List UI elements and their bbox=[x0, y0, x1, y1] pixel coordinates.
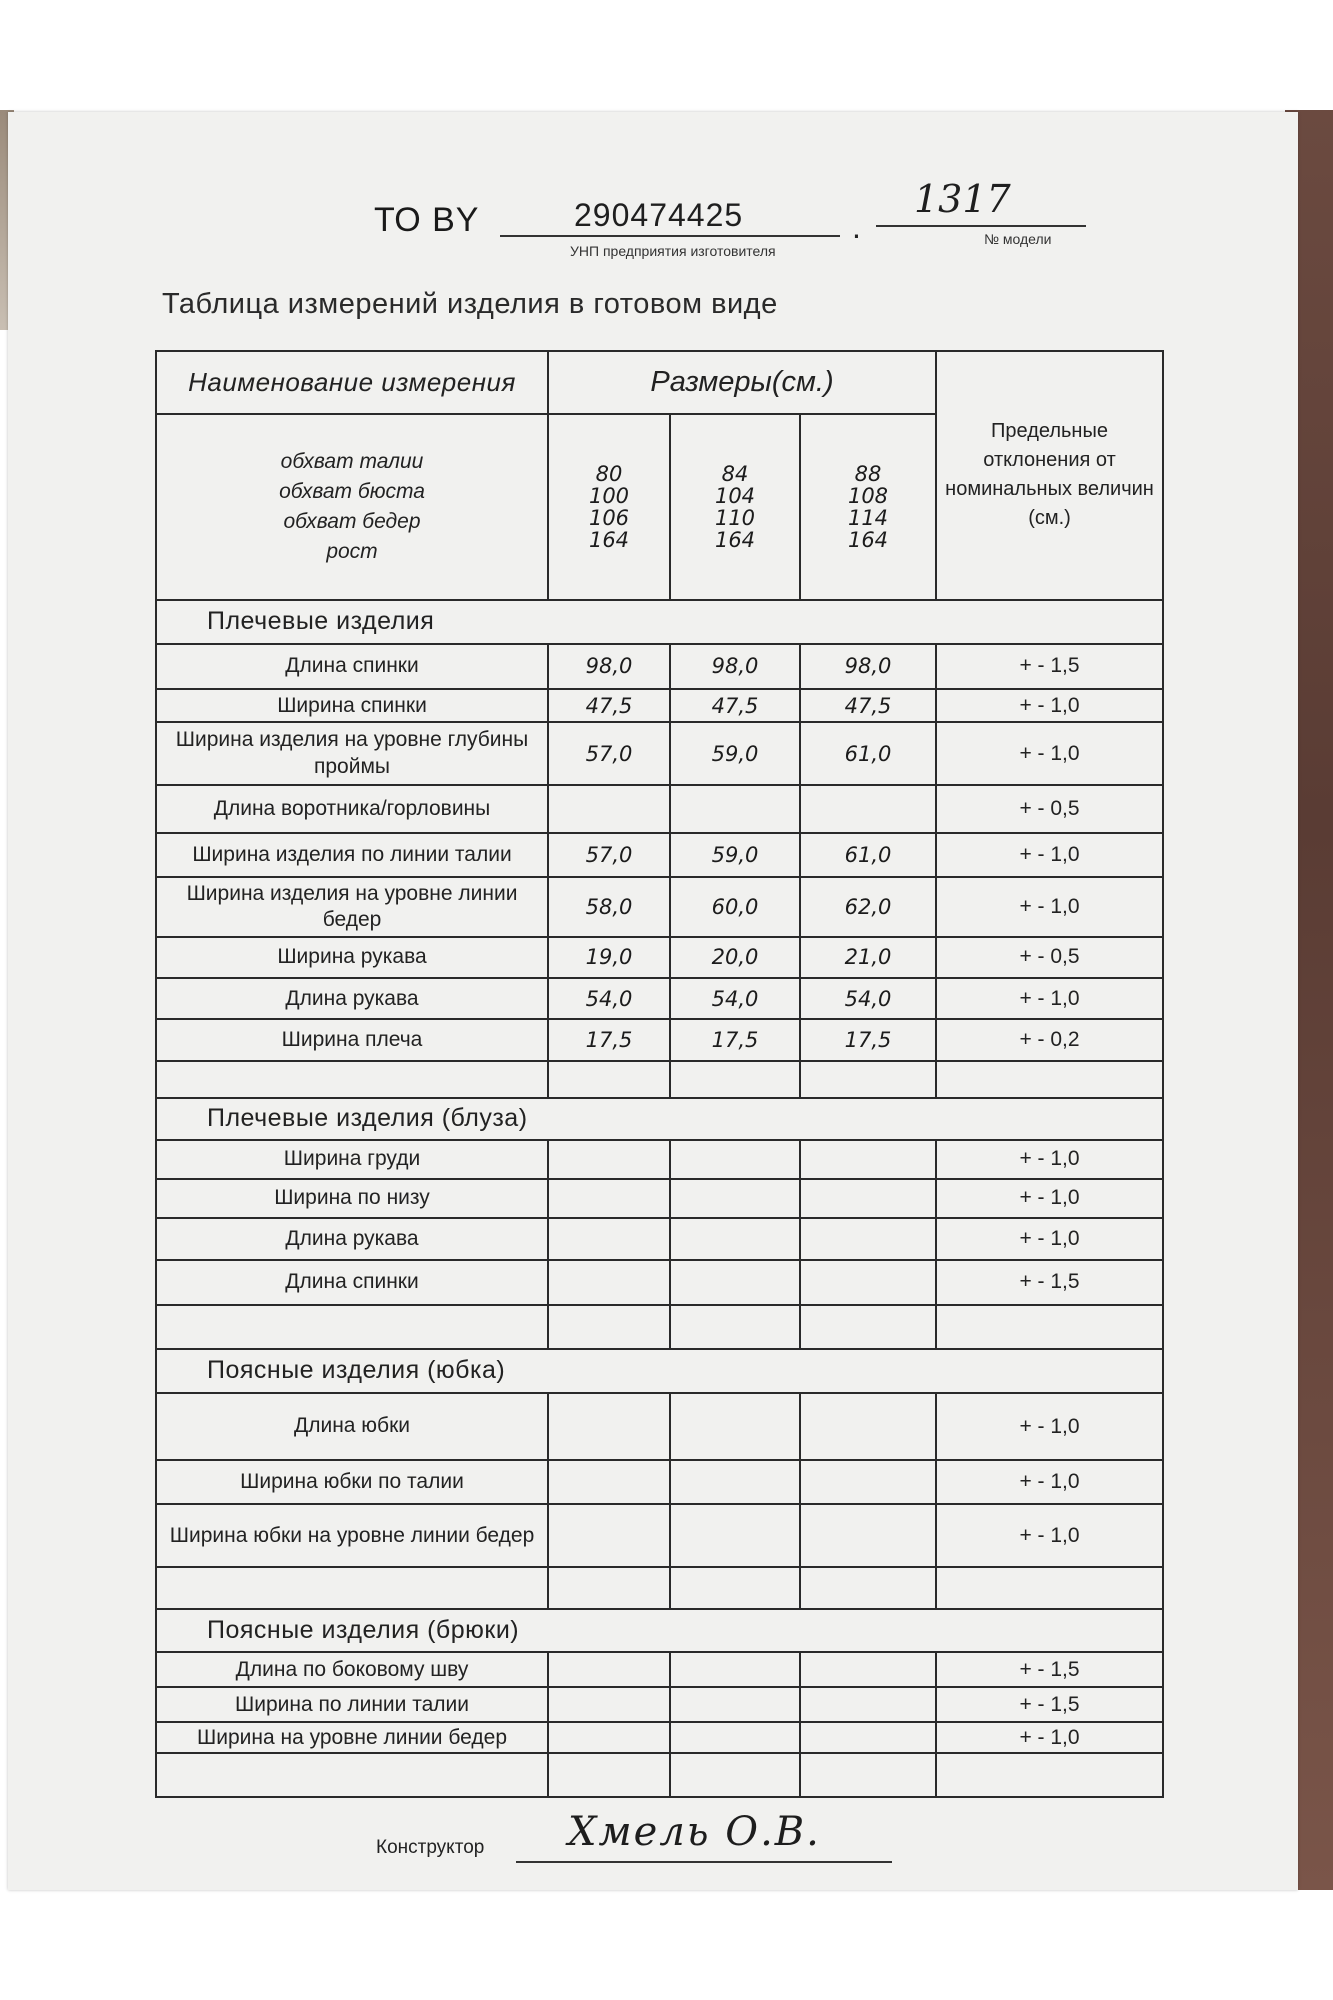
girth-labels-cell bbox=[156, 414, 548, 600]
measurement-value bbox=[670, 1567, 800, 1608]
table-row bbox=[156, 1652, 1163, 1687]
constructor-label: Конструктор bbox=[376, 1837, 485, 1858]
deviation-value bbox=[936, 1753, 1163, 1797]
model-number: 1317 bbox=[914, 177, 1011, 221]
model-underline bbox=[876, 225, 1086, 227]
measurement-value bbox=[670, 1179, 800, 1218]
table-row bbox=[156, 1019, 1163, 1060]
measurement-name bbox=[156, 1753, 548, 1797]
unp-underline bbox=[500, 235, 840, 237]
girth-label: обхват бедер bbox=[283, 510, 421, 534]
measurement-value: 57,0 bbox=[548, 722, 670, 785]
table-row bbox=[156, 1218, 1163, 1259]
section-header-row bbox=[156, 600, 1163, 644]
measurement-value bbox=[670, 1305, 800, 1349]
measurement-value bbox=[548, 1687, 670, 1722]
table-row bbox=[156, 722, 1163, 785]
measurement-value bbox=[670, 1061, 800, 1098]
girth-label: обхват талии bbox=[280, 450, 424, 474]
girth-label: обхват бюста bbox=[279, 480, 425, 504]
document-header bbox=[374, 177, 1094, 275]
deviation-value: + - 0,5 bbox=[936, 937, 1163, 978]
measurement-value: 54,0 bbox=[800, 978, 936, 1019]
measurement-value bbox=[800, 1687, 936, 1722]
measurement-value bbox=[548, 1753, 670, 1797]
deviation-value: + - 1,0 bbox=[936, 1460, 1163, 1504]
deviation-value bbox=[936, 1061, 1163, 1098]
measurement-name: Длина рукава bbox=[156, 1218, 548, 1259]
unp-value: 290474425 bbox=[574, 197, 744, 233]
table-row bbox=[156, 689, 1163, 722]
measurement-value bbox=[670, 1504, 800, 1567]
size-column-2 bbox=[670, 414, 800, 600]
measurement-value bbox=[800, 1393, 936, 1461]
measurement-value bbox=[800, 1305, 936, 1349]
table-row bbox=[156, 1393, 1163, 1461]
measurement-name: Ширина рукава bbox=[156, 937, 548, 978]
column-header-deviation: Предельные отклонения от номинальных величин (см.) bbox=[936, 351, 1163, 600]
size-value: 108 bbox=[847, 484, 889, 509]
measurement-value bbox=[800, 785, 936, 833]
measurement-value: 17,5 bbox=[670, 1019, 800, 1060]
measurement-value: 54,0 bbox=[670, 978, 800, 1019]
measurement-value: 61,0 bbox=[800, 722, 936, 785]
table-row bbox=[156, 1567, 1163, 1608]
section-title: Поясные изделия (брюки) bbox=[156, 1609, 1163, 1653]
measurement-value bbox=[800, 1140, 936, 1179]
measurement-name: Ширина по линии талии bbox=[156, 1687, 548, 1722]
measurement-value: 58,0 bbox=[548, 877, 670, 936]
table-row bbox=[156, 877, 1163, 936]
header-separator: . bbox=[852, 209, 861, 245]
measurement-value bbox=[548, 785, 670, 833]
size-value: 164 bbox=[847, 528, 889, 553]
measurement-value: 62,0 bbox=[800, 877, 936, 936]
table-row bbox=[156, 1753, 1163, 1797]
column-header-sizes: Размеры(см.) bbox=[548, 351, 936, 414]
deviation-value: + - 1,0 bbox=[936, 1140, 1163, 1179]
measurement-value: 47,5 bbox=[548, 689, 670, 722]
deviation-value: + - 1,0 bbox=[936, 1504, 1163, 1567]
measurement-value bbox=[548, 1218, 670, 1259]
size-value: 110 bbox=[714, 506, 756, 531]
deviation-value: + - 1,5 bbox=[936, 1652, 1163, 1687]
measurement-value: 21,0 bbox=[800, 937, 936, 978]
table-row bbox=[156, 1460, 1163, 1504]
size-value: 114 bbox=[847, 506, 889, 531]
measurement-value bbox=[670, 1140, 800, 1179]
measurement-value: 61,0 bbox=[800, 833, 936, 877]
measurement-name: Ширина груди bbox=[156, 1140, 548, 1179]
measurement-value bbox=[800, 1179, 936, 1218]
size-column-1 bbox=[548, 414, 670, 600]
table-header-row bbox=[156, 351, 1163, 414]
measurement-name: Ширина спинки bbox=[156, 689, 548, 722]
measurement-value bbox=[800, 1722, 936, 1753]
deviation-value: + - 1,0 bbox=[936, 1393, 1163, 1461]
measurement-name: Длина рукава bbox=[156, 978, 548, 1019]
section-title: Поясные изделия (юбка) bbox=[156, 1349, 1163, 1393]
section-header-row bbox=[156, 1609, 1163, 1653]
deviation-value: + - 0,5 bbox=[936, 785, 1163, 833]
measurement-value bbox=[670, 1460, 800, 1504]
measurement-value: 59,0 bbox=[670, 833, 800, 877]
size-value: 80 bbox=[595, 461, 623, 486]
measurement-value: 98,0 bbox=[548, 644, 670, 690]
measurements-table bbox=[155, 350, 1164, 1798]
measurement-name: Длина спинки bbox=[156, 644, 548, 690]
measurement-value bbox=[670, 1652, 800, 1687]
measurement-value bbox=[800, 1460, 936, 1504]
table-row bbox=[156, 937, 1163, 978]
signature-line bbox=[516, 1861, 892, 1863]
constructor-signature: Хмель О.В. bbox=[568, 1809, 821, 1855]
table-row bbox=[156, 833, 1163, 877]
measurement-name: Ширина изделия по линии талии bbox=[156, 833, 548, 877]
table-row bbox=[156, 644, 1163, 690]
to-by-label: ТО BY bbox=[374, 201, 480, 239]
measurement-name: Длина спинки bbox=[156, 1260, 548, 1306]
measurement-value: 17,5 bbox=[800, 1019, 936, 1060]
size-column-3 bbox=[800, 414, 936, 600]
measurement-value: 54,0 bbox=[548, 978, 670, 1019]
measurement-value bbox=[548, 1567, 670, 1608]
table-row bbox=[156, 1061, 1163, 1098]
measurement-value: 17,5 bbox=[548, 1019, 670, 1060]
size-value: 88 bbox=[854, 461, 882, 486]
measurement-value bbox=[670, 1753, 800, 1797]
measurement-value bbox=[800, 1218, 936, 1259]
measurement-value bbox=[548, 1061, 670, 1098]
deviation-value: + - 1,0 bbox=[936, 722, 1163, 785]
measurement-value bbox=[548, 1393, 670, 1461]
measurement-value bbox=[670, 1687, 800, 1722]
measurement-value bbox=[548, 1460, 670, 1504]
deviation-value: + - 1,5 bbox=[936, 644, 1163, 690]
measurement-value bbox=[670, 1722, 800, 1753]
measurement-name bbox=[156, 1061, 548, 1098]
deviation-value: + - 1,0 bbox=[936, 833, 1163, 877]
measurement-value: 47,5 bbox=[800, 689, 936, 722]
measurement-name bbox=[156, 1305, 548, 1349]
measurement-value: 98,0 bbox=[670, 644, 800, 690]
measurement-value: 57,0 bbox=[548, 833, 670, 877]
table-row bbox=[156, 1504, 1163, 1567]
table-row bbox=[156, 785, 1163, 833]
measurement-name: Ширина изделия на уровне глубины проймы bbox=[156, 722, 548, 785]
measurement-value: 47,5 bbox=[670, 689, 800, 722]
deviation-value: + - 0,2 bbox=[936, 1019, 1163, 1060]
measurement-value: 19,0 bbox=[548, 937, 670, 978]
section-header-row bbox=[156, 1098, 1163, 1139]
measurement-name: Ширина изделия на уровне линии бедер bbox=[156, 877, 548, 936]
column-header-name: Наименование измерения bbox=[156, 351, 548, 414]
measurement-value bbox=[670, 785, 800, 833]
size-value: 164 bbox=[714, 528, 756, 553]
measurement-value bbox=[670, 1393, 800, 1461]
table-row bbox=[156, 978, 1163, 1019]
section-title: Плечевые изделия (блуза) bbox=[156, 1098, 1163, 1139]
measurement-name: Ширина юбки по талии bbox=[156, 1460, 548, 1504]
measurement-name: Ширина юбки на уровне линии бедер bbox=[156, 1504, 548, 1567]
measurement-value bbox=[800, 1061, 936, 1098]
document-title: Таблица измерений изделия в готовом виде bbox=[162, 288, 778, 320]
table-row bbox=[156, 1260, 1163, 1306]
footer bbox=[376, 1809, 896, 1875]
section-header-row bbox=[156, 1349, 1163, 1393]
measurement-value bbox=[670, 1260, 800, 1306]
measurement-value bbox=[548, 1722, 670, 1753]
measurement-value bbox=[800, 1260, 936, 1306]
deviation-value bbox=[936, 1567, 1163, 1608]
measurement-value: 60,0 bbox=[670, 877, 800, 936]
measurement-name: Длина юбки bbox=[156, 1393, 548, 1461]
size-value: 106 bbox=[588, 506, 630, 531]
size-value: 84 bbox=[721, 461, 749, 486]
table-row bbox=[156, 1687, 1163, 1722]
section-title: Плечевые изделия bbox=[156, 600, 1163, 644]
measurement-value bbox=[670, 1218, 800, 1259]
deviation-value: + - 1,0 bbox=[936, 1179, 1163, 1218]
unp-caption: УНП предприятия изготовителя bbox=[570, 243, 776, 259]
table-row bbox=[156, 1140, 1163, 1179]
table-row bbox=[156, 1722, 1163, 1753]
size-value: 104 bbox=[714, 484, 756, 509]
measurement-value bbox=[548, 1652, 670, 1687]
size-value: 100 bbox=[588, 484, 630, 509]
measurement-value bbox=[548, 1260, 670, 1306]
deviation-value: + - 1,0 bbox=[936, 689, 1163, 722]
measurement-value bbox=[548, 1140, 670, 1179]
measurement-value: 98,0 bbox=[800, 644, 936, 690]
measurement-value bbox=[800, 1504, 936, 1567]
measurement-name: Длина по боковому шву bbox=[156, 1652, 548, 1687]
measurement-value bbox=[800, 1652, 936, 1687]
deviation-value: + - 1,0 bbox=[936, 1218, 1163, 1259]
girth-label: рост bbox=[326, 539, 378, 563]
measurement-name: Ширина плеча bbox=[156, 1019, 548, 1060]
measurement-value bbox=[548, 1179, 670, 1218]
measurement-value bbox=[548, 1305, 670, 1349]
deviation-value: + - 1,0 bbox=[936, 978, 1163, 1019]
measurement-value: 59,0 bbox=[670, 722, 800, 785]
measurement-value bbox=[800, 1753, 936, 1797]
deviation-value: + - 1,5 bbox=[936, 1260, 1163, 1306]
deviation-value: + - 1,0 bbox=[936, 1722, 1163, 1753]
table-row bbox=[156, 1305, 1163, 1349]
measurement-name bbox=[156, 1567, 548, 1608]
model-caption: № модели bbox=[984, 231, 1052, 247]
measurement-value: 20,0 bbox=[670, 937, 800, 978]
table-row bbox=[156, 1179, 1163, 1218]
size-value: 164 bbox=[588, 528, 630, 553]
measurement-value bbox=[800, 1567, 936, 1608]
measurement-name: Длина воротника/горловины bbox=[156, 785, 548, 833]
measurement-name: Ширина по низу bbox=[156, 1179, 548, 1218]
measurement-value bbox=[548, 1504, 670, 1567]
deviation-value: + - 1,5 bbox=[936, 1687, 1163, 1722]
deviation-value bbox=[936, 1305, 1163, 1349]
deviation-value: + - 1,0 bbox=[936, 877, 1163, 936]
measurement-name: Ширина на уровне линии бедер bbox=[156, 1722, 548, 1753]
